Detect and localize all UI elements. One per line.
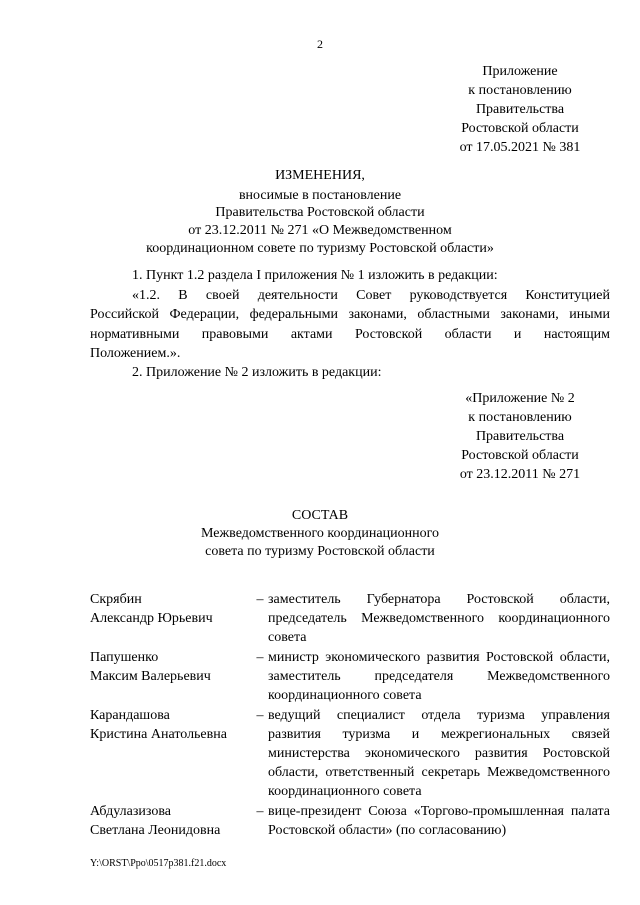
quoted-clause-line: Российской Федерации, федеральными законами, областными законами, иными <box>90 307 610 322</box>
appendix-header-line: к постановлению <box>468 83 572 98</box>
member-name <box>90 706 255 744</box>
member-surname: Скрябин <box>90 592 142 607</box>
appendix-2-header-line: к постановлению <box>468 410 572 425</box>
member-given-names: Кристина Анатольевна <box>90 727 227 742</box>
member-role: заместитель Губернатора Ростовской области, председатель Межведомственного координационного совета <box>268 592 610 645</box>
member-role: ведущий специалист отдела туризма управления развития туризма и межрегиональных связей министерства экономического развития Ростовской области, ответственный секретарь Межведомственного координационного совета <box>268 708 610 799</box>
member-given-names: Александр Юрьевич <box>90 611 213 626</box>
composition-subtitle-line: совета по туризму Ростовской области <box>205 544 435 559</box>
changes-subtitle-line: координационном совете по туризму Ростовской области» <box>146 241 494 256</box>
item-2-text: 2. Приложение № 2 изложить в редакции: <box>132 365 382 380</box>
member-dash: – <box>256 650 264 665</box>
member-name <box>90 802 255 840</box>
quoted-clause-line: «1.2. В своей деятельности Совет руководствуется Конституцией <box>132 288 610 303</box>
member-dash: – <box>256 708 264 723</box>
composition-subtitle-line: Межведомственного координационного <box>201 526 439 541</box>
member-dash: – <box>256 804 264 819</box>
appendix-2-header-line: «Приложение № 2 <box>465 391 575 406</box>
member-role: министр экономического развития Ростовской области, заместитель председателя Межведомственного координационного совета <box>268 650 610 703</box>
member-given-names: Максим Валерьевич <box>90 669 211 684</box>
footer-file-path: Y:\ORST\Ppo\0517p381.f21.docx <box>90 858 227 869</box>
changes-subtitle-line: вносимые в постановление <box>238 188 402 203</box>
page-number: 2 <box>317 37 323 51</box>
member-surname: Карандашова <box>90 708 170 723</box>
member-name <box>90 590 255 628</box>
appendix-header-line: Ростовской области <box>461 121 579 136</box>
appendix-2-header-line: от 23.12.2011 № 271 <box>459 467 581 482</box>
member-role: вице-президент Союза «Торгово-промышленная палата Ростовской области» (по согласованию) <box>268 804 610 838</box>
member-surname: Абдулазизова <box>90 804 171 819</box>
item-1-text: 1. Пункт 1.2 раздела I приложения № 1 изложить в редакции: <box>132 268 498 283</box>
appendix-2-header-line: Ростовской области <box>461 448 579 463</box>
member-dash: – <box>256 592 264 607</box>
appendix-header <box>440 62 600 157</box>
composition-heading: СОСТАВ <box>291 508 349 523</box>
appendix-header-line: Приложение <box>482 64 558 79</box>
quoted-clause-line: Положением.». <box>90 346 181 361</box>
member-name <box>90 648 255 686</box>
changes-heading: ИЗМЕНЕНИЯ, <box>275 168 365 183</box>
appendix-header-line: от 17.05.2021 № 381 <box>459 140 581 155</box>
changes-subtitle-line: Правительства Ростовской области <box>215 205 425 220</box>
appendix-2-header-line: Правительства <box>475 429 565 444</box>
changes-subtitle-line: от 23.12.2011 № 271 «О Межведомственном <box>188 223 452 238</box>
member-given-names: Светлана Леонидовна <box>90 823 221 838</box>
appendix-header-line: Правительства <box>475 102 565 117</box>
appendix-2-header <box>440 389 600 484</box>
member-surname: Папушенко <box>90 650 159 665</box>
quoted-clause-line: нормативными правовыми актами Ростовской области и настоящим <box>90 327 610 342</box>
